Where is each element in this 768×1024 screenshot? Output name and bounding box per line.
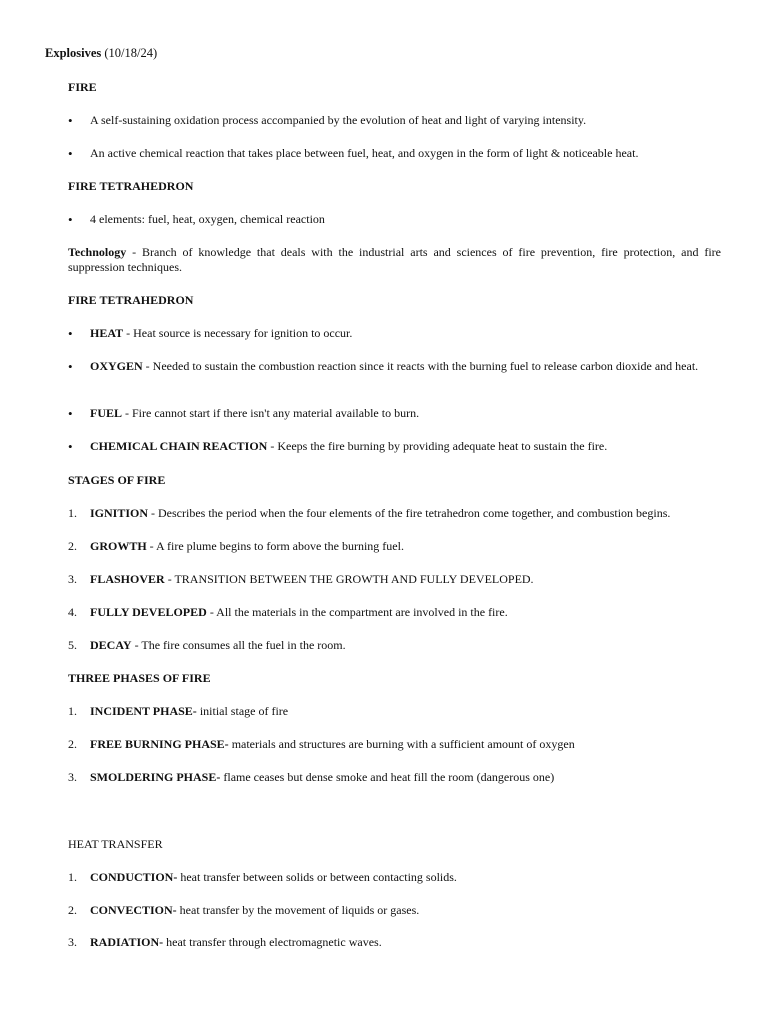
definition: - Keeps the fire burning by providing adequate heat to sustain the fire. (267, 439, 608, 453)
term: CONVECTION- (90, 903, 177, 917)
heading-stages-of-fire: STAGES OF FIRE (68, 473, 166, 487)
term: OXYGEN (90, 359, 143, 373)
list-item (68, 605, 721, 620)
heading-three-phases-of-fire: THREE PHASES OF FIRE (68, 671, 211, 685)
definition: heat transfer between solids or between contacting solids. (177, 870, 457, 884)
list-item (68, 359, 721, 374)
list-item-text (90, 572, 721, 587)
term: HEAT (90, 326, 124, 340)
technology-term: Technology (68, 245, 127, 259)
term: FUEL (90, 406, 123, 420)
bullet: • (68, 359, 73, 374)
list-item (68, 935, 721, 950)
definition: - The fire consumes all the fuel in the room. (131, 638, 346, 652)
list-item (68, 146, 721, 161)
definition: - TRANSITION BETWEEN THE GROWTH AND FULLY DEVELOPED. (164, 572, 534, 586)
term: GROWTH (90, 539, 147, 553)
list-item-text (90, 935, 721, 950)
term: RADIATION- (90, 935, 164, 949)
list-item-text: An active chemical reaction that takes place between fuel, heat, and oxygen in the form of light & noticeable heat. (90, 146, 639, 160)
list-item-text (90, 539, 721, 554)
definition: heat transfer by the movement of liquids or gases. (176, 903, 420, 917)
list-item-text (90, 704, 721, 719)
heading-fire-tetrahedron: FIRE TETRAHEDRON (68, 179, 194, 193)
list-item (68, 113, 721, 128)
list-item-text (90, 638, 721, 653)
bullet: • (68, 212, 73, 227)
list-number: 1. (68, 506, 77, 520)
list-item-text: A self-sustaining oxidation process accompanied by the evolution of heat and light of varying intensity. (90, 113, 587, 127)
list-item (68, 406, 721, 421)
list-number: 1. (68, 870, 77, 884)
list-number: 5. (68, 638, 77, 652)
document-title (45, 46, 157, 61)
bullet: • (68, 113, 73, 128)
list-item-text (90, 737, 721, 752)
list-number: 2. (68, 737, 77, 751)
definition: - Needed to sustain the combustion reaction since it reacts with the burning fuel to release carbon dioxide and heat. (142, 359, 699, 373)
list-item-text (90, 770, 721, 785)
term: FREE BURNING PHASE- (90, 737, 229, 751)
list-item-text (90, 870, 721, 885)
definition: flame ceases but dense smoke and heat fill the room (dangerous one) (220, 770, 555, 784)
title-label: Explosives (45, 46, 102, 60)
list-item-text (90, 326, 721, 341)
list-number: 3. (68, 770, 77, 784)
term: CONDUCTION- (90, 870, 178, 884)
list-number: 4. (68, 605, 77, 619)
list-item (68, 870, 721, 885)
list-item (68, 326, 721, 341)
list-number: 2. (68, 903, 77, 917)
list-item (68, 212, 721, 227)
list-item (68, 439, 721, 454)
technology-text: - Branch of knowledge that deals with the industrial arts and sciences of fire prevention, fire protection, and fire suppression techniques. (68, 245, 721, 274)
list-item-text (90, 359, 721, 374)
list-item (68, 903, 721, 918)
definition: - A fire plume begins to form above the burning fuel. (146, 539, 404, 553)
heading-fire: FIRE (68, 80, 97, 94)
list-item (68, 638, 721, 653)
term: INCIDENT PHASE- (90, 704, 197, 718)
list-item-text (90, 903, 721, 918)
list-item-text: 4 elements: fuel, heat, oxygen, chemical reaction (90, 212, 325, 226)
list-item-text (90, 506, 721, 521)
list-item (68, 572, 721, 587)
term: DECAY (90, 638, 132, 652)
term: IGNITION (90, 506, 149, 520)
list-item-text (90, 406, 721, 421)
term: SMOLDERING PHASE- (90, 770, 221, 784)
title-date: (10/18/24) (104, 46, 158, 60)
list-item (68, 506, 721, 521)
list-item (68, 704, 721, 719)
list-number: 2. (68, 539, 77, 553)
definition: - Describes the period when the four elements of the fire tetrahedron come together, and combustion begins. (148, 506, 671, 520)
heading-heat-transfer: HEAT TRANSFER (68, 837, 163, 851)
list-number: 3. (68, 935, 77, 949)
bullet: • (68, 326, 73, 341)
definition: initial stage of fire (196, 704, 289, 718)
list-item (68, 539, 721, 554)
term: FULLY DEVELOPED (90, 605, 207, 619)
bullet: • (68, 439, 73, 454)
heading-fire-tetrahedron-elements: FIRE TETRAHEDRON (68, 293, 194, 307)
bullet: • (68, 406, 73, 421)
list-number: 1. (68, 704, 77, 718)
definition: - Fire cannot start if there isn't any material available to burn. (122, 406, 420, 420)
list-item-text (90, 439, 721, 454)
definition: - Heat source is necessary for ignition to occur. (123, 326, 353, 340)
term: FLASHOVER (90, 572, 165, 586)
definition: heat transfer through electromagnetic waves. (163, 935, 382, 949)
term: CHEMICAL CHAIN REACTION (90, 439, 268, 453)
list-number: 3. (68, 572, 77, 586)
list-item (68, 737, 721, 752)
definition: materials and structures are burning with a sufficient amount of oxygen (228, 737, 575, 751)
definition: - All the materials in the compartment are involved in the fire. (206, 605, 508, 619)
technology-paragraph (68, 245, 721, 275)
list-item-text (90, 605, 721, 620)
list-item (68, 770, 721, 785)
bullet: • (68, 146, 73, 161)
